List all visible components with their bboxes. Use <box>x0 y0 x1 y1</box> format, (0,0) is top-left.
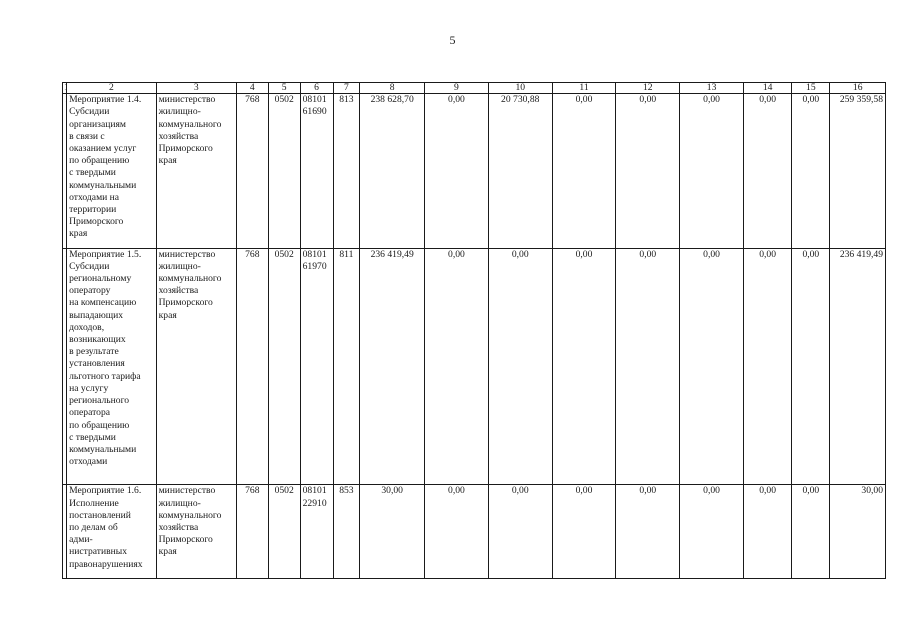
amount-col-13: 0,00 <box>680 94 744 248</box>
header-cell: 7 <box>333 83 360 94</box>
amount-col-10: 0,00 <box>488 248 552 485</box>
amount-col-14: 0,00 <box>743 94 791 248</box>
amount-col-9: 0,00 <box>425 248 489 485</box>
header-cell: 8 <box>360 83 425 94</box>
amount-col-11: 0,00 <box>552 94 616 248</box>
header-cell: 15 <box>792 83 830 94</box>
amount-col-11: 0,00 <box>552 248 616 485</box>
header-cell: 9 <box>425 83 489 94</box>
rzpr-code: 0502 <box>268 248 300 485</box>
csr-code: 08101 61690 <box>300 94 333 248</box>
csr-code: 08101 22910 <box>300 485 333 579</box>
amount-col-13: 0,00 <box>680 485 744 579</box>
amount-col-8: 238 628,70 <box>360 94 425 248</box>
header-cell: 4 <box>236 83 268 94</box>
amount-col-12: 0,00 <box>616 485 680 579</box>
amount-col-8: 236 419,49 <box>360 248 425 485</box>
rzpr-code: 0502 <box>268 94 300 248</box>
header-cell: 12 <box>616 83 680 94</box>
event-name: Мероприятие 1.5. Субсидии региональному оператору на компенсацию выпадающих доходов, возникающих в результате установления льготного тарифа на услугу регионального оператора по обращению с твердыми коммунальными отходами <box>67 248 157 485</box>
grbs-code: 768 <box>236 94 268 248</box>
amount-col-8: 30,00 <box>360 485 425 579</box>
amount-col-15: 0,00 <box>792 248 830 485</box>
budget-table <box>62 82 886 579</box>
amount-total: 236 419,49 <box>830 248 886 485</box>
table-row <box>63 94 886 248</box>
vr-code: 813 <box>333 94 360 248</box>
amount-col-10: 20 730,88 <box>488 94 552 248</box>
amount-col-15: 0,00 <box>792 485 830 579</box>
rzpr-code: 0502 <box>268 485 300 579</box>
amount-col-15: 0,00 <box>792 94 830 248</box>
amount-col-14: 0,00 <box>743 485 791 579</box>
header-cell: 14 <box>743 83 791 94</box>
amount-col-9: 0,00 <box>425 485 489 579</box>
header-cell: 10 <box>488 83 552 94</box>
amount-col-12: 0,00 <box>616 248 680 485</box>
grbs-code: 768 <box>236 485 268 579</box>
executor-name: министерство жилищно- коммунального хозяйства Приморского края <box>156 485 236 579</box>
grbs-code: 768 <box>236 248 268 485</box>
header-cell: 16 <box>830 83 886 94</box>
amount-col-13: 0,00 <box>680 248 744 485</box>
page-number: 5 <box>449 33 456 47</box>
csr-code: 08101 61970 <box>300 248 333 485</box>
executor-name: министерство жилищно- коммунального хозяйства Приморского края <box>156 248 236 485</box>
header-cell: 11 <box>552 83 616 94</box>
amount-col-11: 0,00 <box>552 485 616 579</box>
event-name: Мероприятие 1.6. Исполнение постановлений по делам об адми- нистративных правонарушениях <box>67 485 157 579</box>
header-cell: 6 <box>300 83 333 94</box>
header-row <box>63 83 886 94</box>
header-cell: 2 <box>67 83 157 94</box>
header-cell: 3 <box>156 83 236 94</box>
amount-col-12: 0,00 <box>616 94 680 248</box>
amount-col-14: 0,00 <box>743 248 791 485</box>
table-row <box>63 485 886 579</box>
amount-col-9: 0,00 <box>425 94 489 248</box>
header-cell: 13 <box>680 83 744 94</box>
executor-name: министерство жилищно- коммунального хозяйства Приморского края <box>156 94 236 248</box>
vr-code: 853 <box>333 485 360 579</box>
header-cell: 5 <box>268 83 300 94</box>
event-name: Мероприятие 1.4. Субсидии организациям в связи с оказанием услуг по обращению с твердыми коммунальными отходами на территории Приморского края <box>67 94 157 248</box>
amount-col-10: 0,00 <box>488 485 552 579</box>
header-cell <box>63 83 67 94</box>
table-row <box>63 248 886 485</box>
amount-total: 30,00 <box>830 485 886 579</box>
amount-total: 259 359,58 <box>830 94 886 248</box>
vr-code: 811 <box>333 248 360 485</box>
